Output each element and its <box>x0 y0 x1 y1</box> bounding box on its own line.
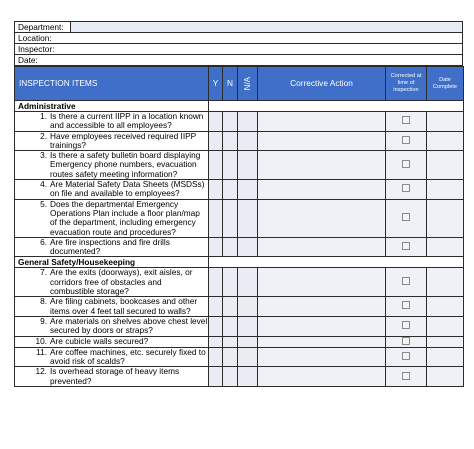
question-text: Have employees received required IIPP trainings? <box>50 130 197 150</box>
yes-cell[interactable] <box>209 336 223 347</box>
na-cell[interactable] <box>238 237 258 257</box>
date-complete-cell[interactable] <box>427 367 464 387</box>
corrected-checkbox[interactable] <box>402 277 410 285</box>
column-header-row <box>15 67 464 101</box>
corrected-cell <box>386 131 427 151</box>
yes-cell[interactable] <box>209 112 223 132</box>
question-cell <box>15 347 209 367</box>
date-complete-cell[interactable] <box>427 316 464 336</box>
na-cell[interactable] <box>238 131 258 151</box>
question-text: Are Material Safety Data Sheets (MSDSs) on file and available to employees? <box>50 179 205 199</box>
date-complete-cell[interactable] <box>427 336 464 347</box>
corrected-checkbox[interactable] <box>402 301 410 309</box>
yes-cell[interactable] <box>209 316 223 336</box>
corrective-action-cell[interactable] <box>258 237 386 257</box>
inspection-rows <box>15 101 464 387</box>
question-cell <box>15 131 209 151</box>
table-row <box>15 347 464 367</box>
question-number: 2. <box>40 130 47 141</box>
corrective-action-cell[interactable] <box>258 112 386 132</box>
corrected-cell <box>386 336 427 347</box>
question-cell <box>15 237 209 257</box>
no-cell[interactable] <box>223 199 238 237</box>
col-na <box>238 67 258 101</box>
table-row <box>15 297 464 317</box>
col-yes: Y <box>209 67 223 101</box>
na-cell[interactable] <box>238 336 258 347</box>
date-complete-cell[interactable] <box>427 112 464 132</box>
corrective-action-cell[interactable] <box>258 347 386 367</box>
table-row <box>15 367 464 387</box>
department-label: Department: <box>15 22 71 33</box>
na-cell[interactable] <box>238 180 258 200</box>
question-cell <box>15 268 209 297</box>
na-cell[interactable] <box>238 268 258 297</box>
corrective-action-cell[interactable] <box>258 131 386 151</box>
section-header-filler <box>209 101 464 112</box>
no-cell[interactable] <box>223 112 238 132</box>
header-fields-table <box>14 21 463 66</box>
question-cell <box>15 199 209 237</box>
question-number: 5. <box>40 198 47 209</box>
question-cell <box>15 297 209 317</box>
yes-cell[interactable] <box>209 297 223 317</box>
col-na-label: N/A <box>242 76 252 91</box>
question-number: 8. <box>40 296 47 307</box>
corrected-cell <box>386 151 427 180</box>
table-row <box>15 316 464 336</box>
question-text: Are filing cabinets, bookcases and other items over 4 feet tall secured to walls? <box>50 296 198 316</box>
date-label[interactable]: Date: <box>15 55 463 66</box>
yes-cell[interactable] <box>209 367 223 387</box>
corrected-checkbox[interactable] <box>402 321 410 329</box>
corrected-cell <box>386 180 427 200</box>
question-number: 3. <box>40 150 47 161</box>
corrective-action-cell[interactable] <box>258 297 386 317</box>
na-cell[interactable] <box>238 367 258 387</box>
corrective-action-cell[interactable] <box>258 180 386 200</box>
corrected-checkbox[interactable] <box>402 136 410 144</box>
table-row <box>15 336 464 347</box>
col-no: N <box>223 67 238 101</box>
section-header-filler <box>209 257 464 268</box>
yes-cell[interactable] <box>209 199 223 237</box>
question-number: 7. <box>40 267 47 278</box>
corrective-action-cell[interactable] <box>258 151 386 180</box>
question-text: Are materials on shelves above chest level secured by doors or straps? <box>50 315 208 336</box>
location-row <box>15 33 463 44</box>
corrected-checkbox[interactable] <box>402 337 410 345</box>
corrected-cell <box>386 316 427 336</box>
question-text: Are coffee machines, etc. securely fixed to avoid risk of scalds? <box>50 346 206 367</box>
corrective-action-cell[interactable] <box>258 336 386 347</box>
question-text: Are cubicle walls secured? <box>50 335 149 346</box>
corrective-action-cell[interactable] <box>258 268 386 297</box>
section-header-row <box>15 101 464 112</box>
table-row <box>15 180 464 200</box>
corrected-checkbox[interactable] <box>402 352 410 360</box>
table-row <box>15 131 464 151</box>
inspector-row <box>15 44 463 55</box>
date-complete-cell[interactable] <box>427 151 464 180</box>
no-cell[interactable] <box>223 268 238 297</box>
question-number: 9. <box>40 315 47 326</box>
corrective-action-cell[interactable] <box>258 199 386 237</box>
col-inspection-items: INSPECTION ITEMS <box>15 67 209 101</box>
na-cell[interactable] <box>238 316 258 336</box>
corrected-cell <box>386 199 427 237</box>
question-number: 10. <box>35 335 47 346</box>
table-row <box>15 268 464 297</box>
question-text: Is there a current IIPP in a location known and accessible to all employees? <box>50 111 204 131</box>
yes-cell[interactable] <box>209 268 223 297</box>
location-label[interactable]: Location: <box>15 33 463 44</box>
corrected-cell <box>386 347 427 367</box>
question-number: 4. <box>40 179 47 190</box>
question-number: 1. <box>40 111 47 121</box>
no-cell[interactable] <box>223 347 238 367</box>
question-cell <box>15 180 209 200</box>
no-cell[interactable] <box>223 131 238 151</box>
no-cell[interactable] <box>223 151 238 180</box>
no-cell[interactable] <box>223 367 238 387</box>
section-title: Administrative <box>15 101 209 112</box>
corrected-cell <box>386 112 427 132</box>
col-corrected: Corrected at time of inspection <box>386 67 427 101</box>
question-text: Is there a safety bulletin board displaying Emergency phone numbers, evacuation routes safety meeting information? <box>50 150 201 179</box>
table-row <box>15 151 464 180</box>
no-cell[interactable] <box>223 297 238 317</box>
no-cell[interactable] <box>223 316 238 336</box>
table-row <box>15 199 464 237</box>
table-row <box>15 112 464 132</box>
corrected-checkbox[interactable] <box>402 213 410 221</box>
na-cell[interactable] <box>238 347 258 367</box>
na-cell[interactable] <box>238 297 258 317</box>
question-text: Are fire inspections and fire drills documented? <box>50 236 170 257</box>
date-complete-cell[interactable] <box>427 180 464 200</box>
col-date-complete: Date Complete <box>427 67 464 101</box>
question-number: 12. <box>35 366 47 377</box>
inspector-label[interactable]: Inspector: <box>15 44 463 55</box>
date-complete-cell[interactable] <box>427 131 464 151</box>
date-complete-cell[interactable] <box>427 297 464 317</box>
yes-cell[interactable] <box>209 180 223 200</box>
question-text: Does the departmental Emergency Operations Plan include a floor plan/map of the department, including emergency evacuation route and procedures? <box>50 198 200 237</box>
na-cell[interactable] <box>238 112 258 132</box>
na-cell[interactable] <box>238 199 258 237</box>
corrected-checkbox[interactable] <box>402 184 410 192</box>
department-field[interactable] <box>71 22 463 33</box>
date-row <box>15 55 463 66</box>
section-header-row <box>15 257 464 268</box>
question-number: 11. <box>36 346 47 357</box>
corrected-checkbox[interactable] <box>402 242 410 250</box>
question-cell <box>15 336 209 347</box>
na-cell[interactable] <box>238 151 258 180</box>
corrected-cell <box>386 367 427 387</box>
yes-cell[interactable] <box>209 131 223 151</box>
inspection-checklist <box>14 21 463 387</box>
question-number: 6. <box>40 236 47 247</box>
yes-cell[interactable] <box>209 151 223 180</box>
table-row <box>15 237 464 257</box>
date-complete-cell[interactable] <box>427 268 464 297</box>
question-cell <box>15 316 209 336</box>
question-cell <box>15 151 209 180</box>
question-text: Is overhead storage of heavy items prevented? <box>50 366 180 386</box>
yes-cell[interactable] <box>209 237 223 257</box>
question-text: Are the exits (doorways), exit aisles, or corridors free of obstacles and combustible storage? <box>50 267 193 297</box>
no-cell[interactable] <box>223 336 238 347</box>
corrective-action-cell[interactable] <box>258 367 386 387</box>
corrective-action-cell[interactable] <box>258 316 386 336</box>
inspection-table <box>14 66 464 387</box>
department-row <box>15 22 463 33</box>
date-complete-cell[interactable] <box>427 237 464 257</box>
question-cell <box>15 367 209 387</box>
corrected-cell <box>386 268 427 297</box>
corrected-cell <box>386 237 427 257</box>
date-complete-cell[interactable] <box>427 347 464 367</box>
no-cell[interactable] <box>223 180 238 200</box>
no-cell[interactable] <box>223 237 238 257</box>
yes-cell[interactable] <box>209 347 223 367</box>
corrected-checkbox[interactable] <box>402 116 410 124</box>
section-title: General Safety/Housekeeping <box>15 257 209 268</box>
date-complete-cell[interactable] <box>427 199 464 237</box>
corrected-checkbox[interactable] <box>402 160 410 168</box>
corrected-checkbox[interactable] <box>402 372 410 380</box>
question-cell <box>15 112 209 132</box>
corrected-cell <box>386 297 427 317</box>
col-corrective-action: Corrective Action <box>258 67 386 101</box>
